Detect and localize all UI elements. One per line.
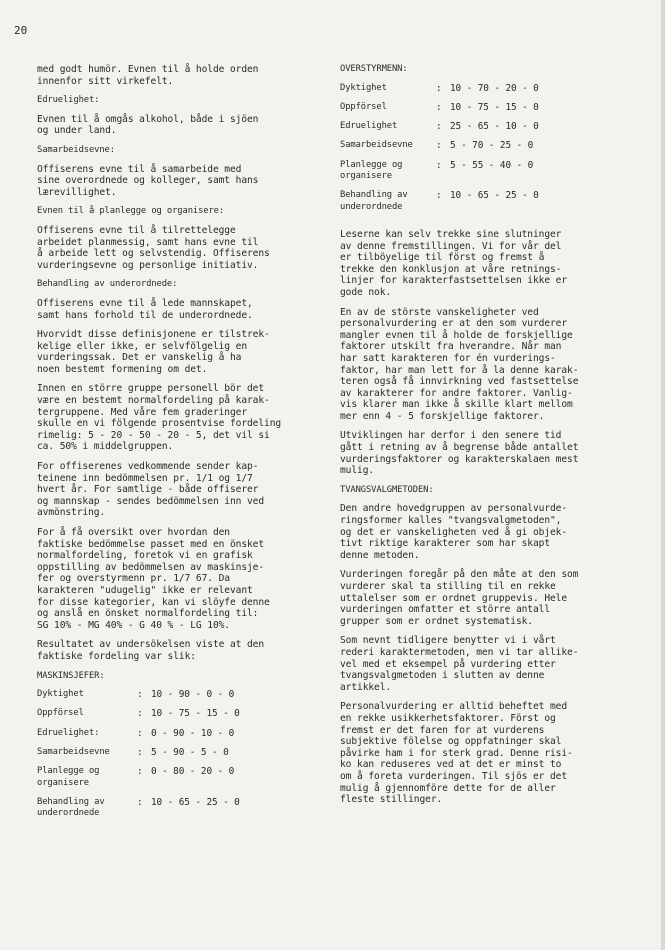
- row-values: 0 - 80 - 20 - 0: [151, 766, 235, 778]
- row-separator: :: [137, 689, 143, 701]
- row-values: 10 - 65 - 25 - 0: [151, 796, 240, 808]
- paragraph: Hvorvidt disse definisjonene er tilstrek- kelige eller ikke, er selvfölgelig en vurderingssak. Det er vanskelig å ha noen bestemt formening om det.: [37, 329, 270, 375]
- table-row: [340, 140, 612, 159]
- row-values: 10 - 65 - 25 - 0: [450, 190, 539, 202]
- paragraph: En av de störste vanskeligheter ved personalvurdering er at den som vurderer mangler evnen til å holde de forskjellige faktorer utskilt fra hverandre. Når man har satt karakteren for én vurderings- faktor, har man lett for å la denne karak- teren også få innvirkning ved fastsettelse av karakterer for andre faktorer. Vanlig- vis klarer man ikke å skille klart mellom mer enn 4 - 5 forskjellige faktorer.: [340, 306, 579, 422]
- row-separator: :: [137, 708, 143, 720]
- paragraph: med godt humör. Evnen til å holde orden innenfor sitt virkefelt.: [37, 64, 259, 87]
- row-label: Edruelighet: [340, 121, 398, 132]
- left-column: [37, 64, 300, 836]
- paragraph: Personalvurdering er alltid beheftet med en rekke usikkerhetsfaktorer. Först og fremst er det faren for at vurderens subjektive fölelse og oppfatninger skal påvirke ham i for sterk grad. Denne risi- ko kan reduseres ved at det er minst to om å foreta vurderingen. Til sjös er det mulig å gjennomföre dette for de aller fleste stillinger.: [340, 701, 573, 806]
- row-separator: :: [137, 796, 143, 808]
- table-heading-maskinsjefer: MASKINSJEFER:: [37, 670, 105, 681]
- paragraph: For offiserenes vedkommende sender kap- teinene inn bedömmelsen pr. 1/1 og 1/7 hvert år. For samtlige - både offiserer og mannskap - sendes bedömmelsen inn ved avmönstring.: [37, 461, 265, 519]
- paragraph: Offiserens evne til å lede mannskapet, samt hans forhold til de underordnede.: [37, 297, 253, 321]
- table-row: [37, 689, 300, 708]
- table-heading-overstyrmenn: OVERSTYRMENN:: [340, 64, 408, 74]
- row-label: Oppförsel: [37, 708, 84, 719]
- row-values: 5 - 55 - 40 - 0: [450, 159, 534, 171]
- row-values: 0 - 90 - 10 - 0: [151, 727, 235, 739]
- row-values: 5 - 70 - 25 - 0: [450, 140, 534, 152]
- row-values: 25 - 65 - 10 - 0: [450, 121, 539, 133]
- row-separator: :: [436, 121, 442, 133]
- paragraph: Leserne kan selv trekke sine slutninger av denne fremstillingen. Vi for vår del er tilböyelige til först og fremst å trekke den konklusjon at våre retnings- linjer for karakterfastsettelsen ikke er gode nok.: [340, 228, 568, 298]
- paragraph: For å få oversikt over hvordan den faktiske bedömmelse passet med en önsket normalfordeling, foretok vi en grafisk oppstilling av bedömmelsen av maskinsje- fer og overstyrmenn pr. 1/7 67. Da karakteren "udugelig" ikke er relevant for disse kategorier, kan vi slöyfe denne og anslå en önsket normalfordeling til: SG 10% - MG 40% - G 40 % - LG 10%.: [37, 527, 270, 631]
- paragraph: Vurderingen foregår på den måte at den som vurderer skal ta stilling til en rekke uttalelser som er ordnet gruppevis. Hele vurderingen omfatter et större antall grupper som er ordnet systematisk.: [340, 569, 579, 627]
- section-heading-tvangsvalgmetoden: TVANGSVALGMETODEN:: [340, 484, 434, 495]
- row-separator: :: [436, 140, 442, 152]
- page-edge: [661, 0, 665, 950]
- row-separator: :: [436, 190, 442, 202]
- table-row: [37, 766, 300, 797]
- overstyrmenn-table: [340, 83, 612, 221]
- row-label: Behandling av underordnede: [37, 796, 105, 819]
- row-label: Dyktighet: [340, 82, 387, 93]
- table-row: [340, 102, 612, 121]
- maskinsjefer-table: [37, 689, 300, 827]
- row-label: Behandling av underordnede: [340, 190, 408, 212]
- table-row: [340, 160, 612, 191]
- paragraph: Offiserens evne til å samarbeide med sine overordnede og kolleger, samt hans lærevillighet.: [37, 163, 259, 198]
- paragraph: Utviklingen har derfor i den senere tid gått i retning av å begrense både antallet vurderingsfaktorer og karakterskalaen mest mulig.: [340, 430, 579, 477]
- section-heading-samarbeidsevne: Samarbeidsevne:: [37, 144, 115, 155]
- section-heading-planlegge: Evnen til å planlegge og organisere:: [37, 206, 225, 217]
- row-separator: :: [137, 727, 143, 739]
- paragraph: Den andre hovedgruppen av personalvurde- ringsformer kalles "tvangsvalgmetoden", og det er vanskeligheten ved å gi objek- tivt riktige karakterer som har skapt denne metoden.: [340, 503, 568, 561]
- row-label: Samarbeidsevne: [340, 140, 413, 151]
- row-label: Oppförsel: [340, 101, 387, 112]
- row-separator: :: [436, 82, 442, 94]
- row-label: Samarbeidsevne: [37, 747, 110, 758]
- paragraph: Innen en större gruppe personell bör det være en bestemt normalfordeling på karak- tergruppene. Med våre fem graderinger skulle en vi fölgende prosentvise fordeling rimelig: 5 - 20 - 50 - 20 - 5, det vil si ca. 50% i middelgruppen.: [37, 383, 282, 453]
- table-row: [37, 797, 300, 828]
- table-row: [37, 728, 300, 747]
- table-row: [340, 190, 612, 221]
- row-values: 5 - 90 - 5 - 0: [151, 747, 229, 759]
- table-row: [37, 747, 300, 766]
- paragraph: Evnen til å omgås alkohol, både i sjöen og under land.: [37, 113, 259, 137]
- row-values: 10 - 75 - 15 - 0: [151, 708, 240, 720]
- row-separator: :: [137, 747, 143, 759]
- row-values: 10 - 70 - 20 - 0: [450, 82, 539, 94]
- row-label: Planlegge og organisere: [37, 766, 100, 788]
- section-heading-edruelighet: Edruelighet:: [37, 95, 100, 106]
- row-values: 10 - 75 - 15 - 0: [450, 101, 539, 113]
- row-values: 10 - 90 - 0 - 0: [151, 689, 235, 701]
- row-separator: :: [436, 159, 442, 171]
- table-row: [340, 121, 612, 140]
- paragraph: Offiserens evne til å tilrettelegge arbeidet planmessig, samt hans evne til å arbeide lett og selvstendig. Offiserens vurderingsevne og personlige initiativ.: [37, 224, 270, 271]
- section-heading-behandling: Behandling av underordnede:: [37, 279, 178, 290]
- row-separator: :: [137, 766, 143, 778]
- paragraph: Som nevnt tidligere benytter vi i vårt rederi karaktermetoden, men vi tar allike- vel med et eksempel på vurdering etter tvangsvalgmetoden i slutten av denne artikkel.: [340, 635, 579, 693]
- page-number: 20: [14, 24, 28, 37]
- row-label: Dyktighet: [37, 689, 84, 700]
- table-row: [37, 708, 300, 727]
- paragraph: Resultatet av undersökelsen viste at den faktiske fordeling var slik:: [37, 639, 265, 662]
- right-column: [340, 64, 612, 814]
- table-row: [340, 83, 612, 102]
- row-label: Planlegge og organisere: [340, 159, 403, 182]
- row-label: Edruelighet:: [37, 727, 100, 738]
- row-separator: :: [436, 101, 442, 113]
